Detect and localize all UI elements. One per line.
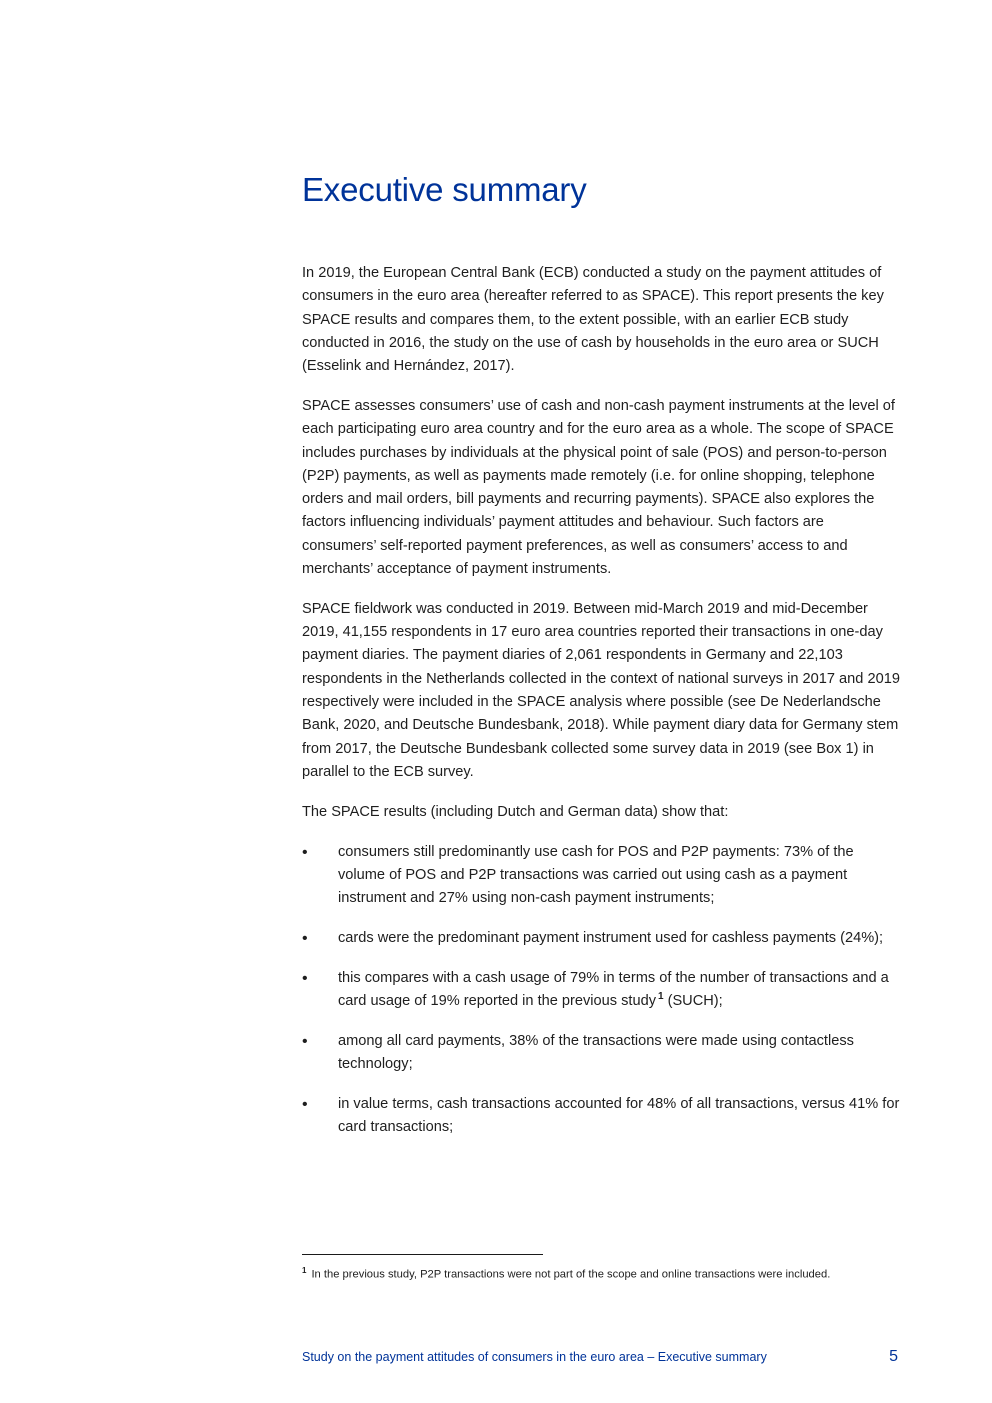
list-item-text: consumers still predominantly use cash for POS and P2P payments: 73% of the volume of POS and P2P transactions was carried out using cash as a payment instrument and 27% using non-cash payment instruments; xyxy=(338,843,854,907)
footnote-text: In the previous study, P2P transactions were not part of the scope and online transactions were included. xyxy=(311,1268,831,1281)
bullet-icon: • xyxy=(302,1095,308,1113)
paragraph-results-intro: The SPACE results (including Dutch and German data) show that: xyxy=(302,803,729,820)
footnote xyxy=(302,1263,902,1283)
list-item-text: in value terms, cash transactions accounted for 48% of all transactions, versus 41% for card transactions; xyxy=(338,1095,900,1136)
list-item-text: this compares with a cash usage of 79% in terms of the number of transactions and a card usage of 19% reported in the previous study xyxy=(338,969,889,1010)
bullet-icon: • xyxy=(302,929,308,947)
list-item xyxy=(302,1093,902,1140)
running-footer: Study on the payment attitudes of consumers in the euro area – Executive summary xyxy=(302,1350,767,1364)
list-item-text-continued: (SUCH); xyxy=(667,993,723,1010)
paragraph-scope: SPACE assesses consumers’ use of cash and non-cash payment instruments at the level of each participating euro area country and for the euro area as a whole. The scope of SPACE includes purchases by individuals at the physical point of sale (POS) and person-to-person (P2P) payments, as well as payments made remotely (i.e. for online shopping, telephone orders and mail orders, bill payments and recurring payments). SPACE also explores the factors influencing individuals’ payment attitudes and behaviour. Such factors are consumers’ self-reported payment preferences, as well as consumers’ access to and merchants’ acceptance of payment instruments. xyxy=(302,397,895,578)
results-bullet-list xyxy=(302,841,902,1140)
bullet-icon: • xyxy=(302,843,308,861)
footnote-divider xyxy=(302,1254,543,1255)
list-item xyxy=(302,1030,902,1077)
body-content xyxy=(302,262,902,1156)
list-item xyxy=(302,841,902,911)
list-item-text: cards were the predominant payment instrument used for cashless payments (24%); xyxy=(338,929,884,946)
footnote-reference[interactable]: 1 xyxy=(658,991,664,1003)
page-number: 5 xyxy=(889,1348,898,1365)
footnote-number: 1 xyxy=(302,1266,307,1275)
bullet-icon: • xyxy=(302,1032,308,1050)
page-title: Executive summary xyxy=(302,171,587,208)
paragraph-intro: In 2019, the European Central Bank (ECB) conducted a study on the payment attitudes of consumers in the euro area (hereafter referred to as SPACE). This report presents the key SPACE results and compares them, to the extent possible, with an earlier ECB study conducted in 2016, the study on the use of cash by households in the euro area or SUCH (Esselink and Hernández, 2017). xyxy=(302,265,884,375)
bullet-icon: • xyxy=(302,969,308,987)
paragraph-fieldwork: SPACE fieldwork was conducted in 2019. Between mid-March 2019 and mid-December 2019, 41,155 respondents in 17 euro area countries reported their transactions in one-day payment diaries. The payment diaries of 2,061 respondents in Germany and 22,103 respondents in the Netherlands collected in the context of national surveys in 2017 and 2019 respectively were included in the SPACE analysis where possible (see De Nederlandsche Bank, 2020, and Deutsche Bundesbank, 2018). While payment diary data for Germany stem from 2017, the Deutsche Bundesbank collected some survey data in 2019 (see Box 1) in parallel to the ECB survey. xyxy=(302,600,900,780)
list-item-text: among all card payments, 38% of the transactions were made using contactless technology; xyxy=(338,1032,854,1073)
list-item xyxy=(302,927,902,950)
list-item xyxy=(302,967,902,1014)
